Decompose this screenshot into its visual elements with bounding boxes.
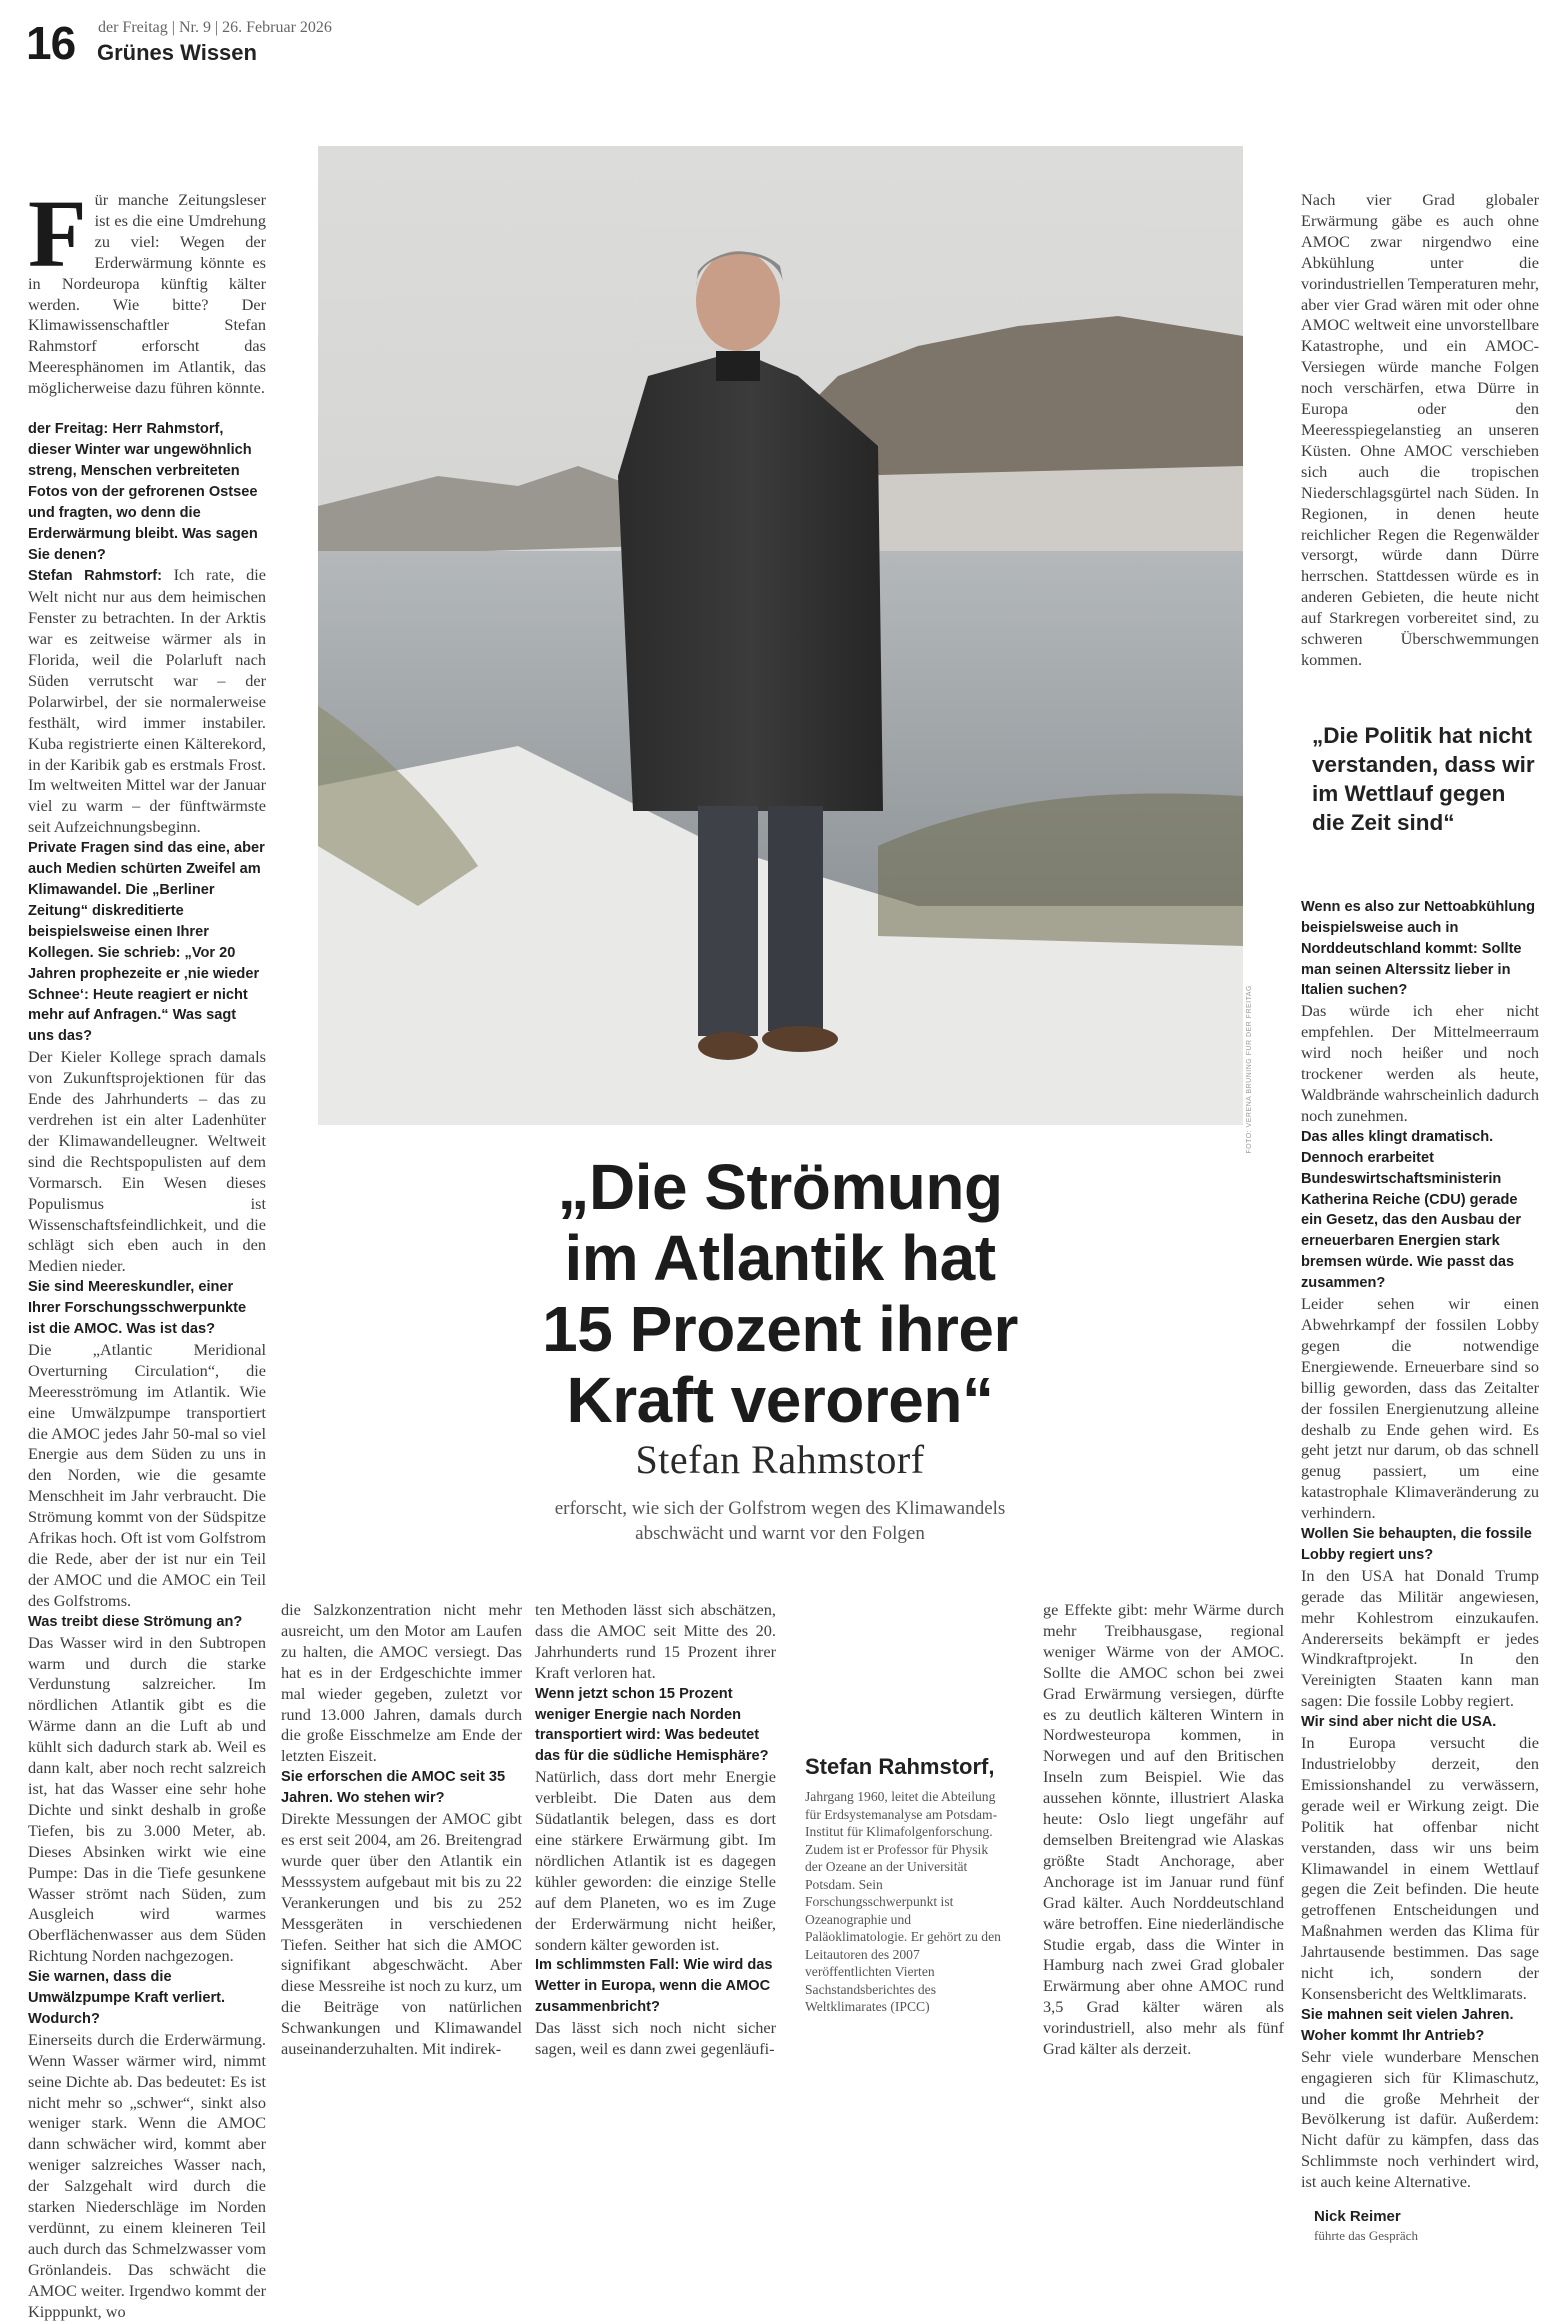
interview-answer [28,2030,266,2323]
column-blocks [1301,897,1539,2193]
paragraph-text: Das Wasser wird in den Subtropen warm und durch die starke Verdunstung salzreicher. Im nördlichen Atlantik gibt es die Wärme dann an die Luft ab und kühlt sich dadurch stark ab. Weil es dann kalt, aber noch recht salzreich ist, hat das Wasser eine sehr hohe Dichte und sinkt deshalb in große Tiefen, bis zu 3.000 Meter, ab. Dieses Absinken wirkt wie eine Pumpe: Das in die Tiefe gesunkene Wasser strömt nach Süden, zum Ausgleich wird warmes Oberflächenwasser aus dem Süden Richtung Norden nachgezogen. [28,1632,266,1966]
column-blocks [281,1600,522,2060]
interview-question [281,1767,522,1809]
headline-line: im Atlantik hat [564,1222,996,1294]
section-title: Grünes Wissen [97,40,257,65]
article-column-bottom-1 [281,1600,522,2060]
paragraph-text: Natürlich, dass dort mehr Energie verbleibt. Die Daten aus dem Südatlantik belegen, dass es dort eine stärkere Erwärmung gibt. Im nördlichen Atlantik ist es dagegen kühler geworden: die einzige Stelle auf dem Planeten, wo es im Zuge der Erderwärmung nicht heißer, sondern kälter geworden ist. [535,1767,776,1954]
paragraph-text: Sie warnen, dass die Umwälzpumpe Kraft verliert. Wodurch? [28,1969,226,2027]
headline [400,1152,1160,1436]
drop-cap: F [28,180,87,287]
photo-credit: FOTO: VERENA BRÜNING FÜR DER FREITAG [1246,985,1253,1154]
paragraph-text: Sehr viele wunderbare Menschen engagieren sich für Klimaschutz, und die große Mehrheit der Bevölkerung ist dafür. Außerdem: Nicht dafür zu kämpfen, dass das Schlimmste noch verhindert wird, ist auch keine Alternative. [1301,2046,1539,2192]
paragraph-text: Das alles klingt dramatisch. Dennoch erarbeitet Bundeswirtschaftsministerin Katherina Reiche (CDU) gerade ein Gesetz, das den Ausbau der erneuerbaren Energien stark bremsen würde. Wie passt das zusammen? [1301,1128,1522,1292]
interview-answer [535,1767,776,1955]
column-blocks [1043,1600,1284,2060]
subtitle-line: abschwächt und warnt vor den Folgen [635,1523,925,1544]
bio-name: Stefan Rahmstorf, [805,1754,995,1779]
interview-question [1301,2005,1539,2047]
paragraph-text: Der Kieler Kollege sprach damals von Zukunftsprojektionen für das Ende des Jahrhunderts – das zu verdrehen ist ein alter Ladenhüter der Klimawandelleugner. Weltweit sind die Rechtspopulisten auf dem Vormarsch. Ein Wesen dieses Populismus ist Wissenschaftsfeindlichkeit, und die schlägt sich eben auch in den Medien nieder. [28,1047,266,1276]
subtitle [420,1496,1140,1546]
paragraph-text: Wir sind aber nicht die USA. [1301,1714,1497,1731]
portrait-photo [318,146,1243,1125]
column-blocks [28,419,266,2322]
paragraph-text: Wollen Sie behaupten, die fossile Lobby regiert uns? [1301,1526,1532,1563]
paragraph-text: Private Fragen sind das eine, aber auch Medien schürten Zweifel am Klimawandel. Die „Berliner Zeitung“ diskreditierte beispielsweise einen Ihrer Kollegen. Sie schrieb: „Vor 20 Jahren prophezeite er ‚nie wieder Schnee‘: Heute reagiert er nicht mehr auf Anfragen.“ Was sagt uns das? [28,840,265,1045]
subtitle-line: erforscht, wie sich der Golfstrom wegen des Klimawandels [554,1498,1006,1519]
column-blocks [535,1600,776,2060]
article-column-bottom-2 [535,1600,776,2060]
intro-paragraph [28,180,266,399]
interview-answer [1301,190,1539,671]
paragraph-text: die Salzkonzentration nicht mehr ausreicht, um den Motor am Laufen zu halten, die AMOC versiegt. Das hat es in der Erdgeschichte immer mal wieder gegeben, zuletzt vor rund 13.000 Jahren, damals durch die große Eisschmelze am Ende der letzten Eiszeit. [281,1600,522,1766]
paragraph-text: Das würde ich eher nicht empfehlen. Der Mittelmeerraum wird noch heißer und noch trockener werden als heute, Waldbrände wahrscheinlich dadurch noch zunehmen. [1301,1001,1539,1125]
interview-answer [535,1600,776,1684]
paragraph-text: In Europa versucht die Industrielobby derzeit, den Emissionshandel zu verwässern, gerade weil er Wirkung zeigt. Die Politik hat offenbar nicht verstanden, dass wir uns beim Klimawandel in einem Wettlauf gegen die Zeit befinden. Die heute getroffenen Entscheidungen und Maßnahmen werden das Klima für Jahrtausende bestimmen. Das sage nicht ich, sondern der Konsensbericht des Weltklimarats. [1301,1733,1539,2003]
interview-answer [28,1633,266,1968]
masthead: der Freitag | Nr. 9 | 26. Februar 2026 [98,19,332,36]
interview-question [1301,897,1539,1002]
interview-answer [281,1600,522,1767]
interview-answer [28,565,266,838]
author-block [1314,2207,1539,2245]
article-column-right-top [1301,190,1539,671]
paragraph-text: Einerseits durch die Erderwärmung. Wenn Wasser wärmer wird, nimmt seine Dichte ab. Das bedeutet: Es ist nicht mehr so „schwer“, sinkt also weniger stark. Wenn die AMOC dann schwächer wird, kommt aber weniger salzreiches Wasser nach, der Salzgehalt wird durch die starken Niederschläge im Norden verdünnt, zu einem kleineren Teil auch durch das Schmelzwasser vom Grönlandeis. Das schwächt die AMOC weiter. Irgendwo kommt der Kipppunkt, wo [28,2029,267,2321]
interview-answer [28,1047,266,1277]
headline-line: „Die Strömung [557,1151,1003,1223]
interview-question [535,1955,776,2018]
paragraph-text: der Freitag: Herr Rahmstorf, dieser Winter war ungewöhnlich streng, Menschen verbreiteten Fotos von der gefrorenen Ostsee und fragten, wo denn die Erderwärmung bleibt. Was sagen Sie denen? [28,421,258,563]
interview-answer [535,2018,776,2060]
author-name: Nick Reimer [1314,2208,1401,2226]
interview-question [535,1684,776,1768]
interview-question [1301,1524,1539,1566]
interview-question [1301,1127,1539,1294]
interview-answer [28,1340,266,1612]
interview-answer [281,1809,522,2060]
paragraph-text: Sie sind Meereskundler, einer Ihrer Forschungsschwerpunkte ist die AMOC. Was ist das? [28,1279,247,1338]
paragraph-text: Ich rate, die Welt nicht nur aus dem heimischen Fenster zu betrachten. In der Arktis war es zeitweise wärmer als in Florida, weil die Polarluft nach Süden verrutscht war – der Polarwirbel, der sie normalerweise festhält, wird immer instabiler. Kuba registrierte einen Kälterekord, in der Karibik gab es erstmals Frost. Im weltweiten Mittel war der Januar viel zu warm – der fünftwärmste seit Aufzeichnungsbeginn. [28,565,266,837]
interview-answer [1301,2047,1539,2193]
paragraph-text: Wenn es also zur Nettoabkühlung beispielsweise auch in Norddeutschland kommt: Sollte man seinen Alterssitz lieber in Italien suchen? [1301,898,1536,999]
article-column-bottom-3 [1043,1600,1284,2060]
speaker-label: Stefan Rahmstorf: [28,568,163,585]
paragraph-text: Im schlimmsten Fall: Wie wird das Wetter in Europa, wenn die AMOC zusammenbricht? [535,1957,773,2016]
paragraph-text: Sie mahnen seit vielen Jahren. Woher kommt Ihr Antrieb? [1301,2006,1514,2044]
paragraph-text: Nach vier Grad globaler Erwärmung gäbe es auch ohne AMOC zwar nirgendwo eine Abkühlung unter die vorindustriellen Temperaturen mehr, aber vier Grad wären mit oder ohne AMOC weltweit eine unvorstellbare Katastrophe, und ein AMOC-Versiegen würde manche Folgen noch verschärfen, etwa Dürre in Europa oder den Meeresspiegelanstieg an unseren Küsten. Ohne AMOC verschieben sich auch die tropischen Niederschlagsgürtel nach Süden. In Regionen, in denen heute reichlicher Regen die Regenwälder versorgt, würde dann Dürre herrschen. Stattdessen würde es in anderen Gebieten, die heute nicht auf Starkregen vorbereitet sind, zu schweren Überschwemmungen kommen. [1301,190,1539,669]
page-number: 16 [26,17,76,69]
headline-line: Kraft veroren“ [566,1364,994,1436]
interview-question [28,1967,266,2030]
article-column-right [1301,190,1539,2245]
bio-text: Jahrgang 1960, leitet die Abteilung für Erdsystemanalyse am Potsdam-Institut für Klimafolgenforschung. Zudem ist er Professor für Physik der Ozeane an der Universität Potsdam. Sein Forschungsschwerpunkt ist Ozeanographie und Paläoklimatologie. Er gehört zu den Leitautoren des 2007 veröffentlichten Vierten Sachstandsberichtes des Weltklimarates (IPCC) [805,1789,1001,2014]
paragraph-text: Leider sehen wir einen Abwehrkampf der fossilen Lobby gegen die notwendige Energiewende. Erneuerbare sind so billig geworden, dass das Zeitalter der fossilen Energienutzung alleine deshalb zu Ende gehen wird. Es geht jetzt nur darum, ob das schnell genug passiert, um eine katastrophale Klimaveränderung zu verhindern. [1301,1294,1539,1523]
article-column-right-bottom [1301,897,1539,2193]
interview-question [28,1277,266,1340]
pull-quote: „Die Politik hat nicht verstanden, dass wir im Wettlauf gegen die Zeit sind“ [1312,722,1535,835]
interview-question [1301,1712,1539,1733]
paragraph-text: Wenn jetzt schon 15 Prozent weniger Energie nach Norden transportiert wird: Was bedeutet das für die südliche Hemisphäre? [535,1685,769,1765]
paragraph-text: Die „Atlantic Meridional Overturning Circulation“, die Meeresströmung im Atlantik. Wie eine Umwälzpumpe transportiert die AMOC jedes Jahr 50-mal so viel Energie aus dem Süden zu uns in den Norden, wie die gesamte Menschheit im Jahr verbraucht. Die Strömung kommt von der Südspitze Afrikas hoch. Oft ist vom Golfstrom die Rede, aber der ist nur ein Teil der AMOC und die AMOC ein Teil des Golfstroms. [28,1339,266,1610]
interviewee-name: Stefan Rahmstorf [635,1437,925,1482]
paragraph-text: ten Methoden lässt sich abschätzen, dass die AMOC seit Mitte des 20. Jahrhunderts rund 15 Prozent ihrer Kraft verloren hat. [535,1600,776,1682]
spacer [28,399,266,419]
paragraph-text: ge Effekte gibt: mehr Wärme durch mehr Treibhausgase, regional weniger Wärme von der AMOC. Sollte die AMOC schon bei zwei Grad Erwärmung versiegen, dürfte es zu deutlich kälteren Wintern in Nordwesteuropa kommen, in Norwegen und auf den Britischen Inseln zum Beispiel. Wie das aussehen könnte, illustriert Alaska heute: Oslo liegt ungefähr auf demselben Breitengrad wie Alaskas größte Stadt Anchorage, aber Anchorage ist im Januar rund fünf Grad kälter. Auch Norddeutschland wäre betroffen. Eine niederländische Studie ergab, dass die Winter in Hamburg nach zwei Grad globaler Erwärmung aber ohne AMOC rund 3,5 Grad kälter wären als vorindustriell, also mehr als fünf Grad kälter als derzeit. [1043,1600,1284,2059]
interview-answer [1301,1294,1539,1524]
column-blocks [1301,190,1539,671]
author-note: führte das Gespräch [1314,2228,1418,2244]
interview-question [28,1612,266,1633]
article-column-left [28,180,267,2323]
interview-answer [1301,1001,1539,1126]
headline-line: 15 Prozent ihrer [542,1293,1018,1365]
photo-illustration [318,146,1243,1125]
interview-answer [1301,1733,1539,2005]
paragraph-text: Was treibt diese Strömung an? [28,1613,243,1630]
paragraph-text: In den USA hat Donald Trump gerade das Militär angewiesen, mehr Kohlestrom einzukaufen. Andererseits bekämpft er jedes Windkraftprojekt. In den Vereinigten Staaten kann man sagen: Die fossile Lobby regiert. [1301,1565,1539,1711]
paragraph-text: Das lässt sich noch nicht sicher sagen, weil es dann zwei gegenläufi- [535,2018,776,2059]
interview-question [28,838,266,1047]
interview-answer [1043,1600,1284,2060]
intro-text: ür manche Zeitungsleser ist es die eine Umdrehung zu viel: Wegen der Erderwärmung könnte es in Nordeuropa künftig kälter werden. Wie bitte? Der Klimawissenschaftler Stefan Rahmstorf erforscht das Meeresphänomen im Atlantik, das möglicherweise dazu führen könnte. [28,190,266,398]
interview-answer [1301,1566,1539,1712]
interview-question [28,419,266,565]
paragraph-text: Direkte Messungen der AMOC gibt es erst seit 2004, am 26. Breitengrad wurde quer über den Atlantik ein Messsystem aufgebaut mit bis zu 22 Verankerungen und bis zu 252 Messgeräten in verschiedenen Tiefen. Seither hat sich die AMOC signifikant abgeschwächt. Aber diese Messreihe ist noch zu kurz, um die Beiträge von natürlichen Schwankungen und Klimawandel auseinanderzuhalten. Mit indirek- [281,1809,522,2059]
paragraph-text: Sie erforschen die AMOC seit 35 Jahren. Wo stehen wir? [281,1769,506,1807]
